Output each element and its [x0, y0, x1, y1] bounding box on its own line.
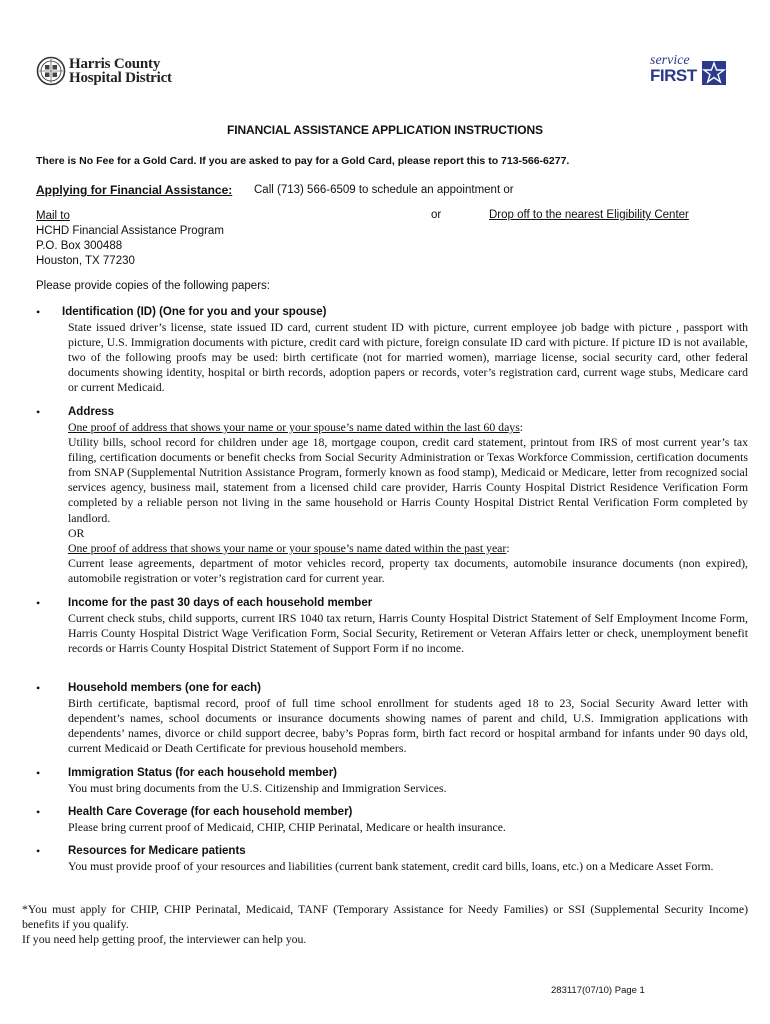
- section-body: Current lease agreements, department of motor vehicles record, property tax documents, automobile insurance documents (non expired), automobile registration or voter’s registration card for current year.: [68, 555, 748, 585]
- org-name-line2: Hospital District: [69, 70, 172, 86]
- section-medicare: [36, 844, 748, 874]
- page-number: 283117(07/10) Page 1: [551, 985, 645, 996]
- section-heading: Immigration Status (for each household member): [68, 767, 338, 779]
- mail-address-block: [36, 209, 224, 269]
- mail-to-label: Mail to: [36, 210, 70, 222]
- benefits-note: *You must apply for CHIP, CHIP Perinatal, Medicaid, TANF (Temporary Assistance for Needy Families) or SSI (Supplemental Security Income) benefits if you qualify.: [22, 902, 748, 932]
- hchd-logo: [36, 56, 172, 86]
- bullet: •: [36, 596, 41, 610]
- bullet: •: [36, 766, 41, 780]
- bullet: •: [36, 305, 41, 319]
- section-body: State issued driver’s license, state issued ID card, current student ID with picture, current employee job badge with picture , passport with picture, U.S. Immigration documents with picture, credit card with picture, foreign consulate ID card with picture. If picture ID is not available, two of the following proofs may be used: birth certificate (not for married women), marriage license, social security card, other federal documents showing identity, hospital or birth records, adoption papers or records, voter’s registration card, current wage stubs, Medicare card or current Medicaid.: [68, 320, 748, 395]
- section-heading: Income for the past 30 days of each household member: [68, 597, 373, 609]
- hchd-seal-icon: [36, 56, 66, 86]
- section-heading: Health Care Coverage (for each household member): [68, 806, 353, 818]
- colon: :: [519, 420, 524, 434]
- address-line: HCHD Financial Assistance Program: [36, 225, 224, 237]
- bullet: •: [36, 681, 41, 695]
- bullet: •: [36, 844, 41, 858]
- section-income: [36, 596, 748, 656]
- section-body: Please bring current proof of Medicaid, CHIP, CHIP Perinatal, Medicare or health insurance.: [68, 820, 506, 834]
- address-line: P.O. Box 300488: [36, 240, 123, 252]
- bullet: •: [36, 405, 41, 419]
- section-immigration: [36, 766, 748, 796]
- colon: :: [506, 540, 510, 555]
- provide-intro: Please provide copies of the following papers:: [36, 280, 270, 292]
- section-household: [36, 681, 748, 756]
- fee-notice: There is No Fee for a Gold Card. If you are asked to pay for a Gold Card, please report this to 713-566-6277.: [36, 155, 570, 167]
- org-name-line1: Harris County: [69, 56, 161, 72]
- section-health-coverage: [36, 805, 748, 835]
- section-body: Utility bills, school record for children under age 18, mortgage coupon, credit card statement, printout from IRS of most current year’s tax filing, certification documents or benefit checks from Social Security Administration or Texas Workforce Commission, certification documents from SNAP (Supplemental Nutrition Assistance Program, formerly known as food stamp), Medicaid or Medicare, letter from recognized social services agency, business mail, statement from a licensed child care provider, Harris County Hospital District Residence Verification Form completed by a reliable person not living in the same household or Harris County Hospital District Rental Verification Form completed by landlord.: [68, 435, 748, 525]
- section-body: You must bring documents from the U.S. Citizenship and Immigration Services.: [68, 781, 447, 795]
- section-identification: [36, 305, 748, 395]
- or-separator: OR: [68, 525, 85, 540]
- dropoff-option: Drop off to the nearest Eligibility Center: [489, 209, 689, 221]
- first-word: FIRST: [650, 66, 697, 85]
- page-title: FINANCIAL ASSISTANCE APPLICATION INSTRUCTIONS: [227, 123, 543, 137]
- or-separator: or: [431, 209, 442, 221]
- section-body: You must provide proof of your resources and liabilities (current bank statement, credit card bills, loans, etc.) on a Medicare Asset Form.: [68, 859, 714, 873]
- footer-note: [22, 902, 748, 948]
- call-instruction: Call (713) 566-6509 to schedule an appointment or: [254, 184, 514, 196]
- section-body: Current check stubs, child supports, current IRS 1040 tax return, Harris County Hospital District Statement of Self Employment Income Form, Harris County Hospital District Wage Verification Form, Social Security, Retirement or Veteran Affairs letter or check, unemployment benefit records or Harris County Hospital District Statement of Support Form if no income.: [68, 611, 748, 656]
- section-heading: Address: [68, 406, 115, 418]
- applying-heading: Applying for Financial Assistance:: [36, 183, 233, 197]
- service-word: service: [650, 53, 690, 68]
- bullet: •: [36, 805, 41, 819]
- star-icon: [700, 59, 728, 87]
- section-heading: Identification (ID) (One for you and your spouse): [62, 306, 327, 318]
- address-line: Houston, TX 77230: [36, 255, 135, 267]
- proof-address-recent: One proof of address that shows your name or your spouse’s name dated within the last 60 days: [68, 420, 520, 434]
- section-heading: Household members (one for each): [68, 682, 261, 694]
- section-address: [36, 405, 748, 586]
- proof-address-past-year: One proof of address that shows your name or your spouse’s name dated within the past year: [68, 540, 507, 555]
- service-first-logo: [648, 53, 732, 88]
- section-heading: Resources for Medicare patients: [68, 845, 246, 857]
- section-body: Birth certificate, baptismal record, proof of full time school enrollment for students aged 18 to 23, Social Security Award letter with dependent’s names, school documents or insurance documents showing names of parent and child, U.S. Immigration applications with dependents’ names, divorce or child support decree, baby’s Popras form, birth fact record or hospital armband for infants under 90 days old, current Medicaid or Death Certificate for previous household members.: [68, 696, 748, 756]
- help-note: If you need help getting proof, the interviewer can help you.: [22, 932, 307, 947]
